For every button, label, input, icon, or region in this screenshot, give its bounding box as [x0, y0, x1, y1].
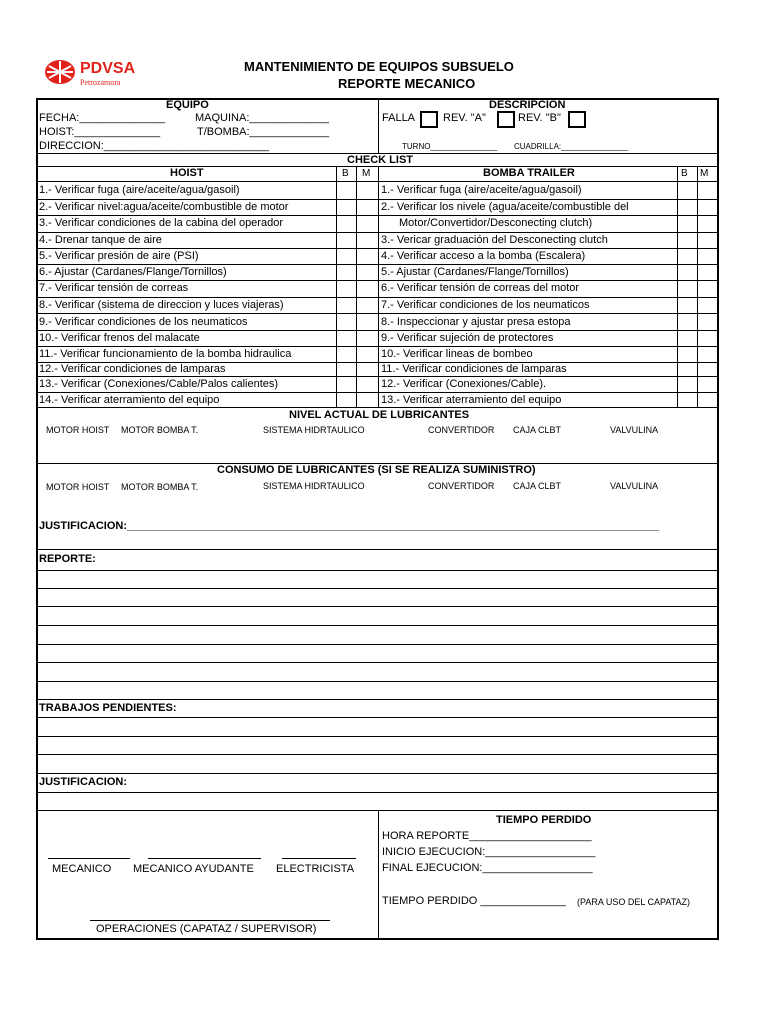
hoist-item: 9.- Verificar condiciones de los neumaticos: [39, 316, 248, 328]
bomba-item: 5.- Ajustar (Cardanes/Flange/Tornillos): [381, 266, 569, 278]
ayudante-signature-label: MECANICO AYUDANTE: [133, 863, 254, 875]
nivel-label: CONVERTIDOR: [428, 425, 495, 435]
bomba-item: 6.- Verificar tensión de correas del motor: [381, 282, 580, 294]
nivel-label: SISTEMA HIDRTAULICO: [263, 425, 365, 435]
consumo-label: VALVULINA: [610, 481, 659, 491]
nivel-label: MOTOR BOMBA T.: [121, 425, 199, 435]
cuadrilla-field[interactable]: CUADRILLA:_______________: [514, 142, 628, 151]
hora-reporte-field[interactable]: HORA REPORTE____________________: [382, 830, 592, 842]
tbomba-field[interactable]: T/BOMBA:_____________: [197, 126, 330, 138]
bomba-item: 3.- Vericar graduación del Desconecting clutch: [381, 234, 608, 246]
nivel-label: MOTOR HOIST: [46, 425, 110, 435]
falla-checkbox[interactable]: [420, 111, 438, 128]
hoist-item: 7.- Verificar tensión de correas: [39, 282, 189, 294]
hoist-item: 8.- Verificar (sistema de direccion y luces viajeras): [39, 299, 284, 311]
descripcion-heading: DESCRIPCION: [489, 99, 566, 111]
bomba-item: 1.- Verificar fuga (aire/aceite/agua/gasoil): [381, 184, 582, 196]
bomba-item: 11.- Verificar condiciones de lamparas: [381, 363, 567, 375]
consumo-label: MOTOR BOMBA T.: [121, 482, 199, 492]
bomba-item: 13.- Verificar aterramiento del equipo: [381, 394, 562, 406]
consumo-label: CAJA CLBT: [513, 481, 562, 491]
hoist-col-m: M: [362, 168, 371, 179]
justificacion-label: JUSTIFICACION:: [39, 776, 127, 788]
hoist-item: 10.- Verificar frenos del malacate: [39, 332, 200, 344]
tiempo-perdido-field[interactable]: TIEMPO PERDIDO ______________: [382, 895, 567, 907]
final-ejecucion-field[interactable]: FINAL EJECUCION:__________________: [382, 862, 593, 874]
page-subtitle: REPORTE MECANICO: [338, 76, 476, 91]
hoist-item: 13.- Verificar (Conexiones/Cable/Palos calientes): [39, 378, 279, 390]
direccion-field[interactable]: DIRECCION:___________________________: [39, 140, 269, 152]
turno-field[interactable]: TURNO_______________: [402, 142, 498, 151]
consumo-label: MOTOR HOIST: [46, 482, 110, 492]
fecha-field[interactable]: FECHA:______________: [39, 112, 165, 124]
logo-brand: PDVSA: [80, 60, 136, 77]
bomba-col-m: M: [700, 168, 709, 179]
logo-subbrand: Petrozamora: [80, 78, 121, 87]
pdvsa-sun-icon: [44, 58, 76, 86]
hoist-item: 3.- Verificar condiciones de la cabina del operador: [39, 217, 283, 229]
consumo-label: CONVERTIDOR: [428, 481, 495, 491]
consumo-justificacion[interactable]: JUSTIFICACION:_______________________________________________________________________________________: [39, 520, 660, 532]
hoist-item: 12.- Verificar condiciones de lamparas: [39, 363, 226, 375]
inicio-ejecucion-field[interactable]: INICIO EJECUCION:__________________: [382, 846, 596, 858]
page-title: MANTENIMIENTO DE EQUIPOS SUBSUELO: [244, 59, 514, 74]
bomba-item: 2.- Verificar los nivele (agua/aceite/combustible del: [381, 201, 629, 213]
rev-a-checkbox[interactable]: [497, 111, 515, 128]
mecanico-signature-label: MECANICO: [52, 863, 112, 875]
bomba-item: 4.- Verificar acceso a la bomba (Escalera): [381, 250, 586, 262]
nivel-label: VALVULINA: [610, 425, 659, 435]
falla-label: FALLA: [382, 112, 416, 124]
tiempo-heading: TIEMPO PERDIDO: [496, 814, 592, 826]
hoist-item: 2.- Verificar nivel:agua/aceite/combustible de motor: [39, 201, 289, 213]
bomba-item: 8.- Inspeccionar y ajustar presa estopa: [381, 316, 571, 328]
rev-b-checkbox[interactable]: [568, 111, 586, 128]
bomba-item: 9.- Verificar sujeción de protectores: [381, 332, 554, 344]
checklist-heading: CHECK LIST: [347, 154, 413, 166]
hoist-item: 5.- Verificar presión de aire (PSI): [39, 250, 199, 262]
hoist-item: 11.- Verificar funcionamiento de la bomba hidraulica: [39, 348, 292, 360]
nivel-label: CAJA CLBT: [513, 425, 562, 435]
consumo-label: SISTEMA HIDRTAULICO: [263, 481, 365, 491]
hoist-field[interactable]: HOIST:______________: [39, 126, 161, 138]
hoist-column-heading: HOIST: [170, 167, 204, 179]
rev-a-label: REV. "A": [443, 112, 486, 124]
bomba-item: Motor/Convertidor/Desconecting clutch): [399, 217, 593, 229]
bomba-column-heading: BOMBA TRAILER: [483, 167, 575, 179]
hoist-col-b: B: [342, 168, 349, 179]
capataz-note: (PARA USO DEL CAPATAZ): [577, 897, 691, 907]
hoist-item: 6.- Ajustar (Cardanes/Flange/Tornillos): [39, 266, 227, 278]
pendientes-label: TRABAJOS PENDIENTES:: [39, 702, 177, 714]
bomba-item: 10.- Verificar lineas de bombeo: [381, 348, 533, 360]
rev-b-label: REV. "B": [518, 112, 561, 124]
hoist-item: 14.- Verificar aterramiento del equipo: [39, 394, 220, 406]
hoist-item: 4.- Drenar tanque de aire: [39, 234, 162, 246]
equipo-heading: EQUIPO: [166, 99, 209, 111]
consumo-heading: CONSUMO DE LUBRICANTES (SI SE REALIZA SUMINISTRO): [217, 464, 536, 476]
hoist-item: 1.- Verificar fuga (aire/aceite/agua/gasoil): [39, 184, 240, 196]
pdvsa-logo: [42, 56, 162, 90]
nivel-heading: NIVEL ACTUAL DE LUBRICANTES: [289, 409, 470, 421]
bomba-item: 7.- Verificar condiciones de los neumaticos: [381, 299, 590, 311]
operaciones-signature-label: OPERACIONES (CAPATAZ / SUPERVISOR): [96, 923, 317, 935]
reporte-label: REPORTE:: [39, 553, 96, 565]
bomba-item: 12.- Verificar (Conexiones/Cable).: [381, 378, 547, 390]
bomba-col-b: B: [681, 168, 688, 179]
electricista-signature-label: ELECTRICISTA: [276, 863, 355, 875]
maquina-field[interactable]: MAQUINA:_____________: [195, 112, 329, 124]
